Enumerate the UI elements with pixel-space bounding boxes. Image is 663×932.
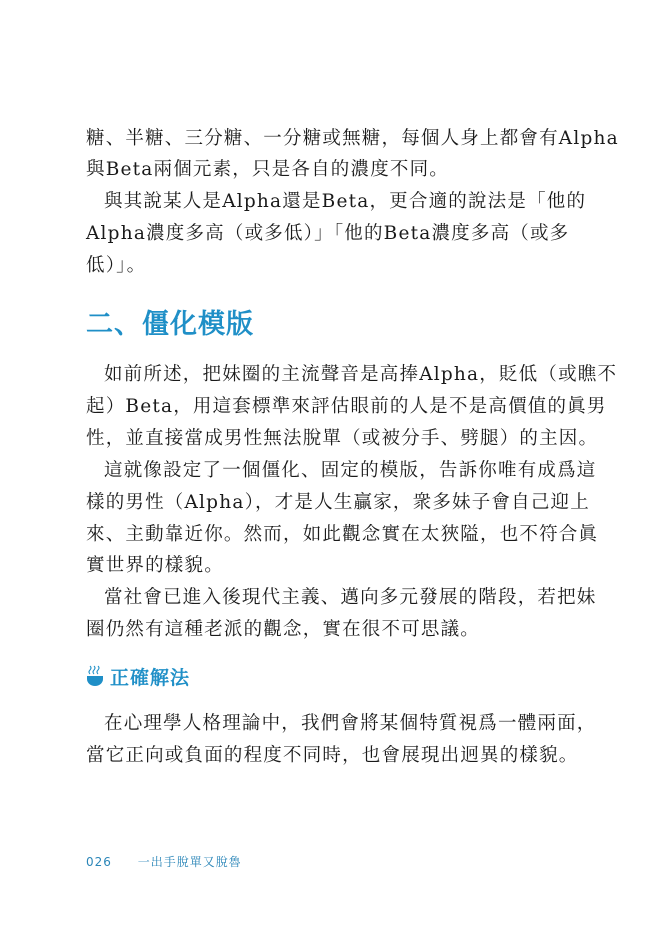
body-text-line: 當社會已進入後現代主義、邁向多元發展的階段，若把妹 (104, 587, 597, 608)
body-text-line: 起）Beta，用這套標準來評估眼前的人是不是高價值的眞男 (86, 396, 607, 417)
body-text-line: 如前所述，把妹圈的主流聲音是高捧Alpha，貶低（或瞧不 (104, 364, 618, 385)
page-number: 026 (86, 855, 112, 869)
body-text-line: 實世界的樣貌。 (86, 555, 224, 576)
running-title: 一出手脫單又脫魯 (137, 855, 242, 869)
subheading-label: 正確解法 (110, 666, 191, 689)
body-text-line: 在心理學人格理論中，我們會將某個特質視爲一體兩面， (104, 713, 597, 734)
page-footer (86, 853, 242, 870)
steaming-cup-icon (86, 664, 104, 688)
body-text-line: 來、主動靠近你。然而，如此觀念實在太狹隘，也不符合眞 (86, 524, 599, 545)
body-text-line: 當它正向或負面的程度不同時，也會展現出迥異的樣貌。 (86, 745, 579, 766)
body-text-line: 圈仍然有這種老派的觀念，實在很不可思議。 (86, 619, 481, 640)
body-text-line: 與其說某人是Alpha還是Beta，更合適的說法是「他的 (104, 191, 587, 212)
body-text-line: 與Beta兩個元素，只是各自的濃度不同。 (86, 159, 450, 180)
body-text-line: 樣的男性（Alpha），才是人生贏家，衆多妹子會自己迎上 (86, 492, 590, 513)
body-text-line: 糖、半糖、三分糖、一分糖或無糖，每個人身上都會有Alpha (86, 128, 619, 149)
body-text-line: 低）」。 (86, 255, 147, 276)
subheading (86, 661, 190, 691)
body-text-line: 這就像設定了一個僵化、固定的模版，告訴你唯有成爲這 (104, 460, 597, 481)
section-heading: 二、僵化模版 (86, 309, 254, 340)
body-text-line: Alpha濃度多高（或多低）」「他的Beta濃度多高（或多 (86, 223, 570, 244)
body-text-line: 性，並直接當成男性無法脫單（或被分手、劈腿）的主因。 (86, 428, 599, 449)
